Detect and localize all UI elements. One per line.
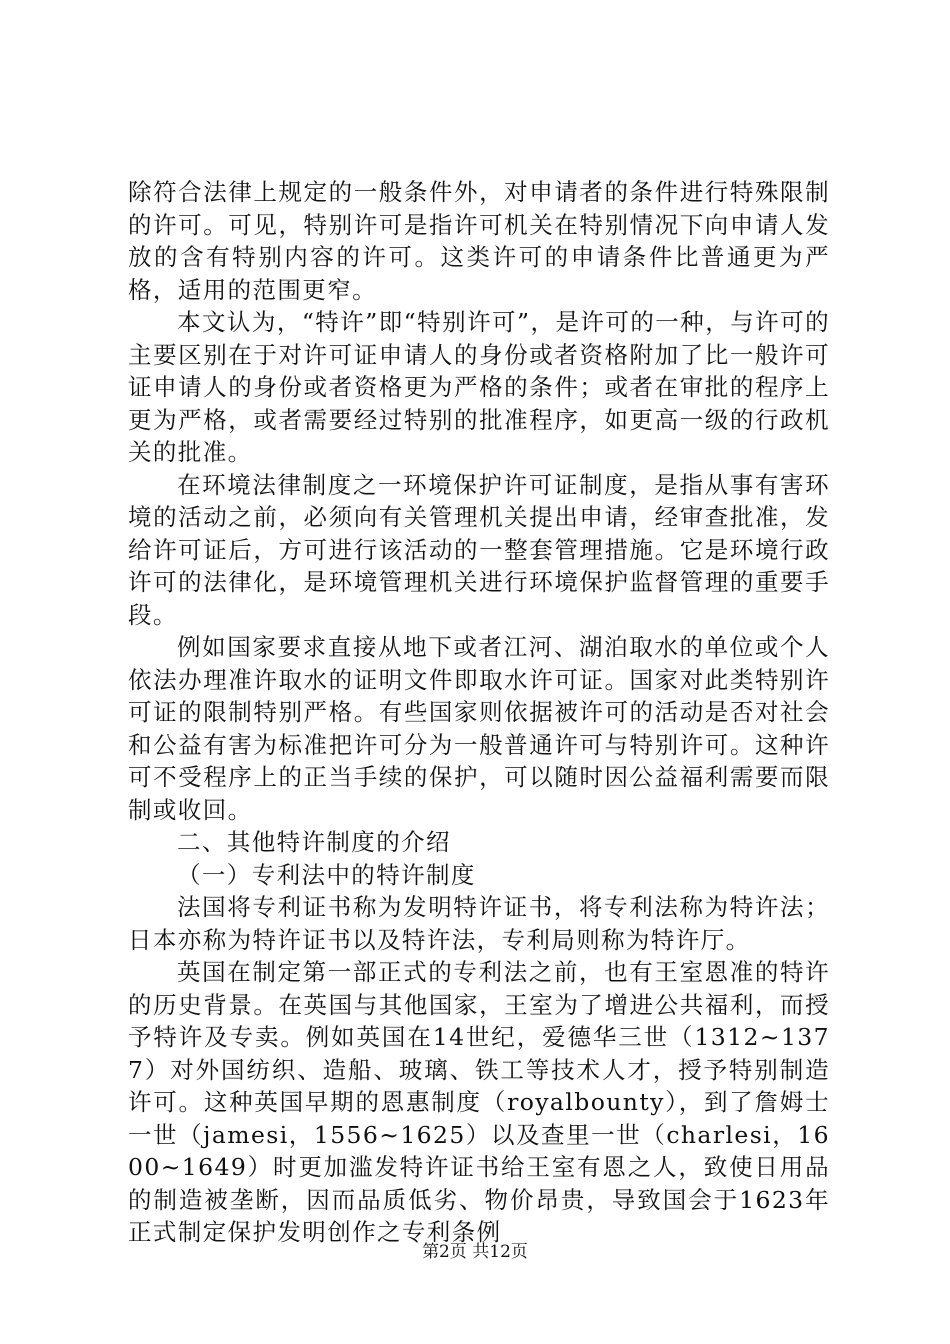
paragraph-permit-definition: 除符合法律上规定的一般条件外，对申请者的条件进行特殊限制的许可。可见，特别许可是指许可机关在特别情况下向申请人发放的含有特别内容的许可。这类许可的申请条件比普通更为严格，适用的范围更窄。	[128, 178, 830, 304]
page-number-footer: 第2页 共12页	[422, 1242, 528, 1262]
paragraph-france-japan: 法国将专利证书称为发明特许证书，将专利法称为特许法；日本亦称为特许证书以及特许法，专利局则称为特许厅。	[128, 893, 830, 954]
paragraph-author-view: 本文认为，“特许”即“特别许可”，是许可的一种，与许可的主要区别在于对许可证申请人的身份或者资格附加了比一般许可证申请人的身份或者资格更为严格的条件；或者在审批的程序上更为严格，或者需要经过特别的批准程序，如更高一级的行政机关的批准。	[128, 308, 830, 466]
paragraph-environmental-permit: 在环境法律制度之一环境保护许可证制度，是指从事有害环境的活动之前，必须向有关管理机关提出申请，经审查批准，发给许可证后，方可进行该活动的一整套管理措施。它是环境行政许可的法律化，是环境管理机关进行环境保护监督管理的重要手段。	[128, 470, 830, 629]
subsection-heading: （一）专利法中的特许制度	[177, 860, 476, 889]
paragraph-water-permit: 例如国家要求直接从地下或者江河、湖泊取水的单位或个人依法办理准许取水的证明文件即取水许可证。国家对此类特别许可证的限制特别严格。有些国家则依据被许可的活动是否对社会和公益有害为标准把许可分为一般普通许可与特别许可。这种许可不受程序上的正当手续的保护，可以随时因公益福利需要而限制或收回。	[128, 633, 830, 824]
document-body	[128, 176, 830, 1249]
section-heading: 二、其他特许制度的介绍	[177, 828, 451, 856]
paragraph-england-history: 英国在制定第一部正式的专利法之前，也有王室恩准的特许的历史背景。在英国与其他国家，王室为了增进公共福利，而授予特许及专卖。例如英国在14世纪，爱德华三世（1312~1377）对外国纺织、造船、玻璃、铁工等技术人才，授予特别制造许可。这种英国早期的恩惠制度（royalbounty），到了詹姆士一世（jamesi，1556~1625）以及查里一世（charlesi，1600~1649）时更加滥发特许证书给王室有恩之人，致使日用品的制造被垄断，因而品质低劣、物价昂贵，导致国会于1623年正式制定保护发明创作之专利条例	[128, 958, 830, 1246]
